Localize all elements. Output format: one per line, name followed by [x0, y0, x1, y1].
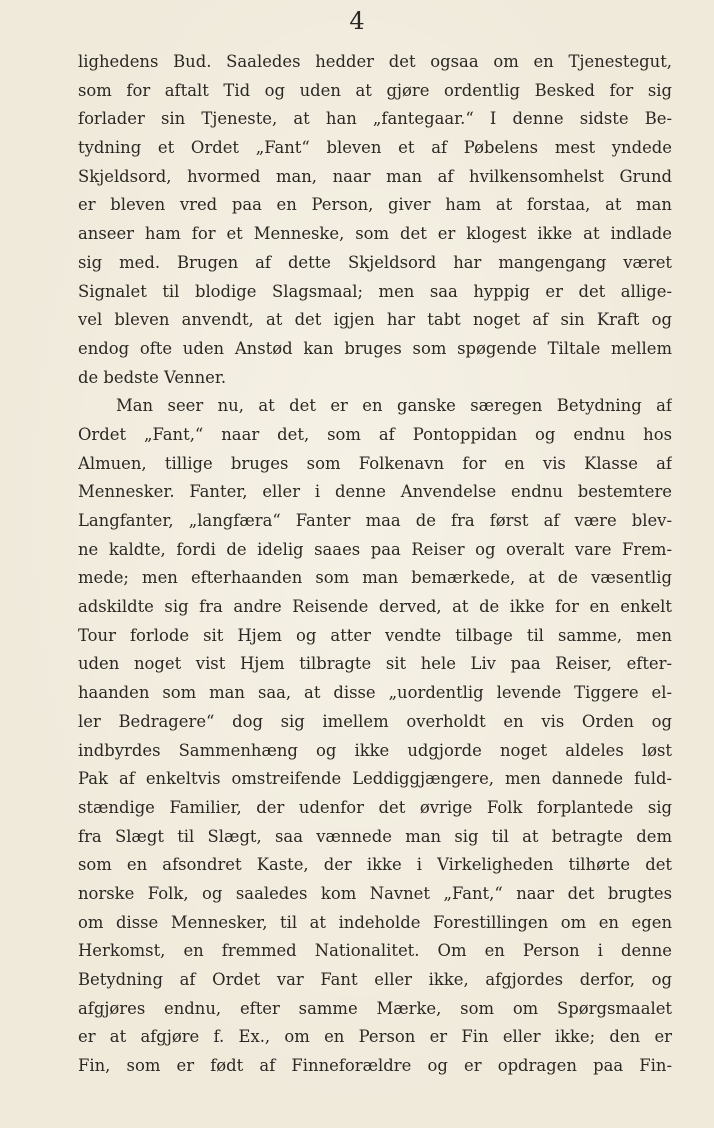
text-line: Man seer nu, at det er en ganske særegen Betydning af [116, 396, 672, 416]
text-line: som for aftalt Tid og uden at gjøre ordentlig Besked for sig [78, 80, 672, 100]
text-line: er at afgjøre f. Ex., om en Person er Fin eller ikke; den er [78, 1027, 672, 1047]
text-line: adskildte sig fra andre Reisende derved, at de ikke for en enkelt [78, 597, 672, 617]
text-line: Herkomst, en fremmed Nationalitet. Om en Person i denne [78, 941, 672, 961]
text-line: endog ofte uden Anstød kan bruges som spøgende Tiltale mellem [78, 338, 672, 358]
text-line: vel bleven anvendt, at det igjen har tabt noget af sin Kraft og [78, 310, 672, 330]
text-line: Mennesker. Fanter, eller i denne Anvendelse endnu bestemtere [78, 482, 672, 502]
text-line: anseer ham for et Menneske, som det er klogest ikke at indlade [78, 224, 672, 244]
page-number: 4 [349, 7, 365, 35]
text-line: norske Folk, og saaledes kom Navnet „Fant,“ naar det brugtes [78, 883, 672, 903]
text-line: de bedste Venner. [78, 367, 227, 387]
text-line: haanden som man saa, at disse „uordentlig levende Tiggere el- [78, 683, 672, 703]
body-text [78, 48, 672, 1081]
text-line: Tour forlode sit Hjem og atter vendte tilbage til samme, men [78, 625, 672, 645]
text-line: lighedens Bud. Saaledes hedder det ogsaa om en Tjenestegut, [78, 52, 672, 71]
text-line: ne kaldte, fordi de idelig saaes paa Reiser og overalt vare Frem- [78, 539, 672, 559]
text-line: mede; men efterhaanden som man bemærkede, at de væsentlig [78, 568, 672, 588]
text-line: ler Bedragere“ dog sig imellem overholdt en vis Orden og [78, 711, 672, 731]
text-line: som en afsondret Kaste, der ikke i Virkeligheden tilhørte det [78, 855, 672, 875]
text-line: Langfanter, „langfæra“ Fanter maa de fra først af være blev- [78, 511, 672, 530]
text-line: Fin, som er født af Finneforældre og er opdragen paa Fin- [78, 1056, 672, 1076]
text-line: indbyrdes Sammenhæng og ikke udgjorde noget aldeles løst [78, 740, 672, 760]
text-line: Almuen, tillige bruges som Folkenavn for en vis Klasse af [78, 453, 672, 473]
text-line: tydning et Ordet „Fant“ bleven et af Pøbelens mest yndede [78, 138, 672, 158]
text-line: Betydning af Ordet var Fant eller ikke, afgjordes derfor, og [78, 970, 672, 989]
text-line: stændige Familier, der udenfor det øvrige Folk forplantede sig [78, 797, 672, 817]
text-line: Pak af enkeltvis omstreifende Leddiggjængere, men dannede fuld- [78, 769, 672, 789]
text-line: afgjøres endnu, efter samme Mærke, som om Spørgsmaalet [78, 998, 672, 1018]
text-line: Skjeldsord, hvormed man, naar man af hvilkensomhelst Grund [78, 166, 672, 186]
text-line: Signalet til blodige Slagsmaal; men saa hyppig er det allige- [78, 281, 672, 301]
text-line: fra Slægt til Slægt, saa vænnede man sig til at betragte dem [78, 826, 672, 846]
text-line: forlader sin Tjeneste, at han „fantegaar.“ I denne sidste Be- [78, 109, 672, 129]
text-line: uden noget vist Hjem tilbragte sit hele Liv paa Reiser, efter- [78, 654, 672, 674]
text-line: Ordet „Fant,“ naar det, som af Pontoppidan og endnu hos [78, 424, 672, 444]
text-line: sig med. Brugen af dette Skjeldsord har mangengang været [78, 252, 672, 272]
text-line: er bleven vred paa en Person, giver ham at forstaa, at man [78, 195, 672, 215]
text-line: om disse Mennesker, til at indeholde Forestillingen om en egen [78, 912, 672, 932]
